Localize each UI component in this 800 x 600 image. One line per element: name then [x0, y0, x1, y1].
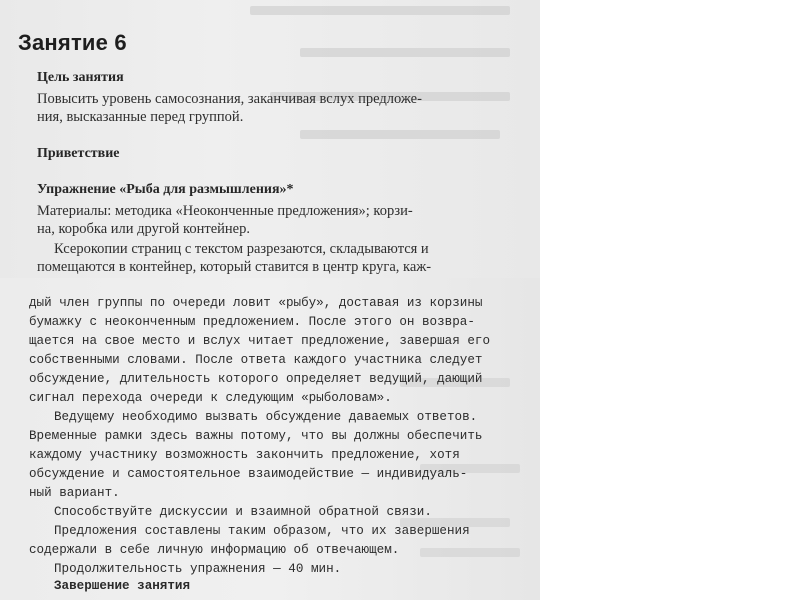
- continuation-line-2: бумажку с неоконченным предложением. После этого он возвра-: [29, 315, 475, 329]
- goal-line-2: ния, высказанные перед группой.: [37, 109, 244, 125]
- discussion-line: Способствуйте дискуссии и взаимной обратной связи.: [54, 505, 432, 519]
- continuation-line-3: щается на свое место и вслух читает предложение, завершая его: [29, 334, 491, 348]
- exercise-heading: Упражнение «Рыба для размышления»*: [37, 182, 294, 197]
- goal-heading: Цель занятия: [37, 70, 124, 85]
- sentences-line-1: Предложения составлены таким образом, что их завершения: [54, 524, 470, 538]
- goal-line-1: Повысить уровень самосознания, заканчивая вслух предложе-: [37, 91, 422, 107]
- scan-fragment-bottom: [0, 278, 540, 600]
- host-line-2: Временные рамки здесь важны потому, что вы должны обеспечить: [29, 429, 483, 443]
- sentences-line-2: содержали в себе личную информацию об отвечающем.: [29, 543, 400, 557]
- materials-line-2: на, коробка или другой контейнер.: [37, 221, 250, 237]
- continuation-line-6: сигнал перехода очереди к следующим «рыболовам».: [29, 391, 392, 405]
- procedure-line-2: помещаются в контейнер, который ставится в центр круга, каж-: [37, 259, 432, 275]
- procedure-line-1: Ксерокопии страниц с текстом разрезаются, складываются и: [54, 241, 429, 257]
- host-line-4: обсуждение и самостоятельное взаимодействие — индивидуаль-: [29, 467, 468, 481]
- duration-line: Продолжительность упражнения — 40 мин.: [54, 562, 342, 576]
- bleed-through-text: [300, 130, 500, 139]
- continuation-line-5: обсуждение, длительность которого определяет ведущий, дающий: [29, 372, 483, 386]
- continuation-line-1: дый член группы по очереди ловит «рыбу», доставая из корзины: [29, 296, 483, 310]
- scan-fragment-top: [0, 0, 540, 278]
- bleed-through-text: [300, 48, 510, 57]
- bleed-through-text: [250, 6, 510, 15]
- lesson-title: Занятие 6: [18, 30, 127, 55]
- closing-heading: Завершение занятия: [54, 579, 191, 593]
- bleed-through-text: [420, 548, 520, 557]
- greeting-heading: Приветствие: [37, 146, 120, 161]
- host-line-5: ный вариант.: [29, 486, 120, 500]
- host-line-3: каждому участнику возможность закончить предложение, хотя: [29, 448, 460, 462]
- host-line-1: Ведущему необходимо вызвать обсуждение даваемых ответов.: [54, 410, 478, 424]
- continuation-line-4: собственными словами. После ответа каждого участника следует: [29, 353, 483, 367]
- materials-line-1: Материалы: методика «Неоконченные предложения»; корзи-: [37, 203, 413, 219]
